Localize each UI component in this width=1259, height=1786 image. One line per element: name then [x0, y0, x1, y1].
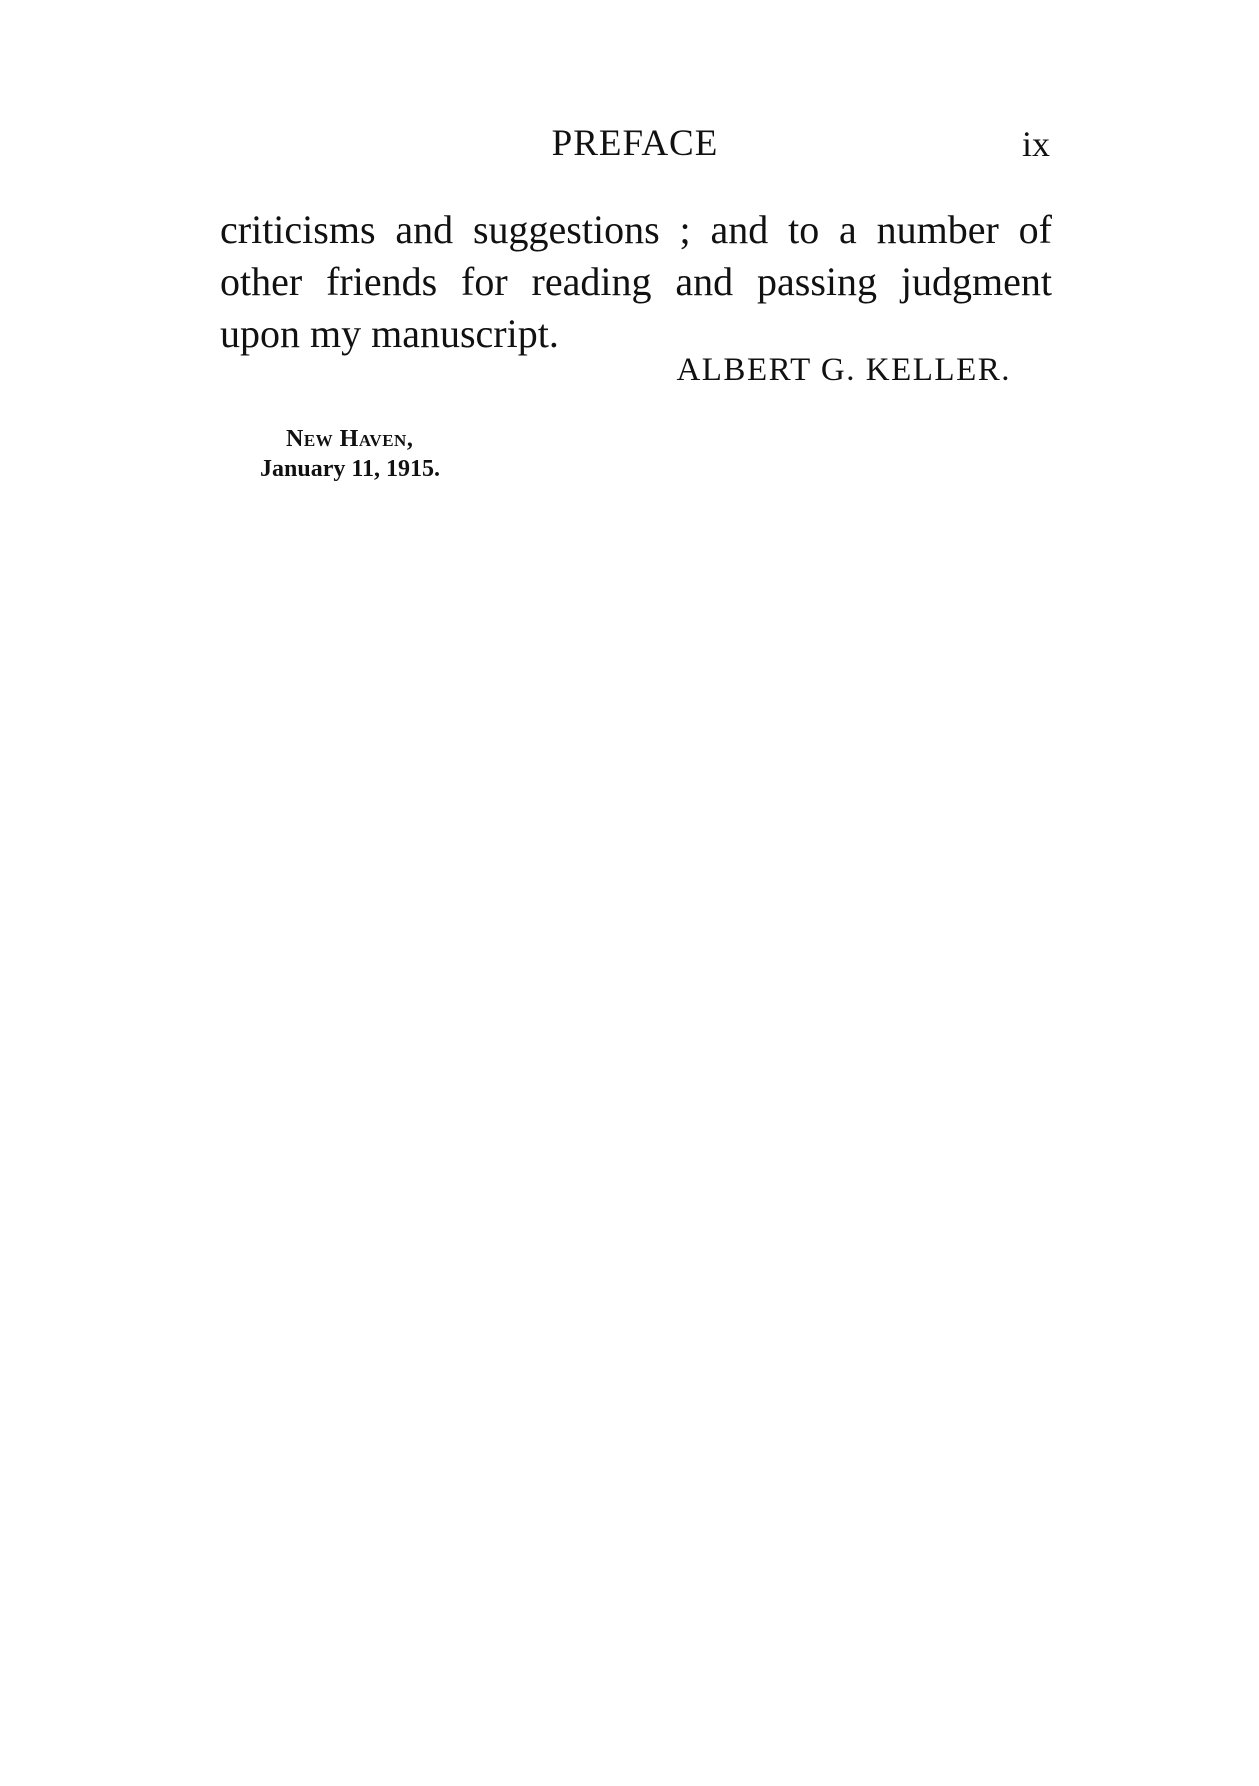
author-signature: ALBERT G. KELLER.: [676, 352, 1011, 388]
date-line: January 11, 1915.: [260, 456, 441, 482]
text-line: criticisms and suggestions ; and to a number of: [220, 207, 1052, 252]
text-line: upon my manuscript.: [220, 311, 559, 356]
preface-paragraph: [220, 204, 1052, 360]
page-number: ix: [1021, 124, 1050, 164]
running-title: PREFACE: [551, 123, 719, 164]
text-line: other friends for reading and passing judgment: [220, 259, 1052, 304]
dateline: [260, 424, 440, 484]
place-line: New Haven,: [286, 426, 414, 452]
running-head: [220, 122, 1050, 166]
